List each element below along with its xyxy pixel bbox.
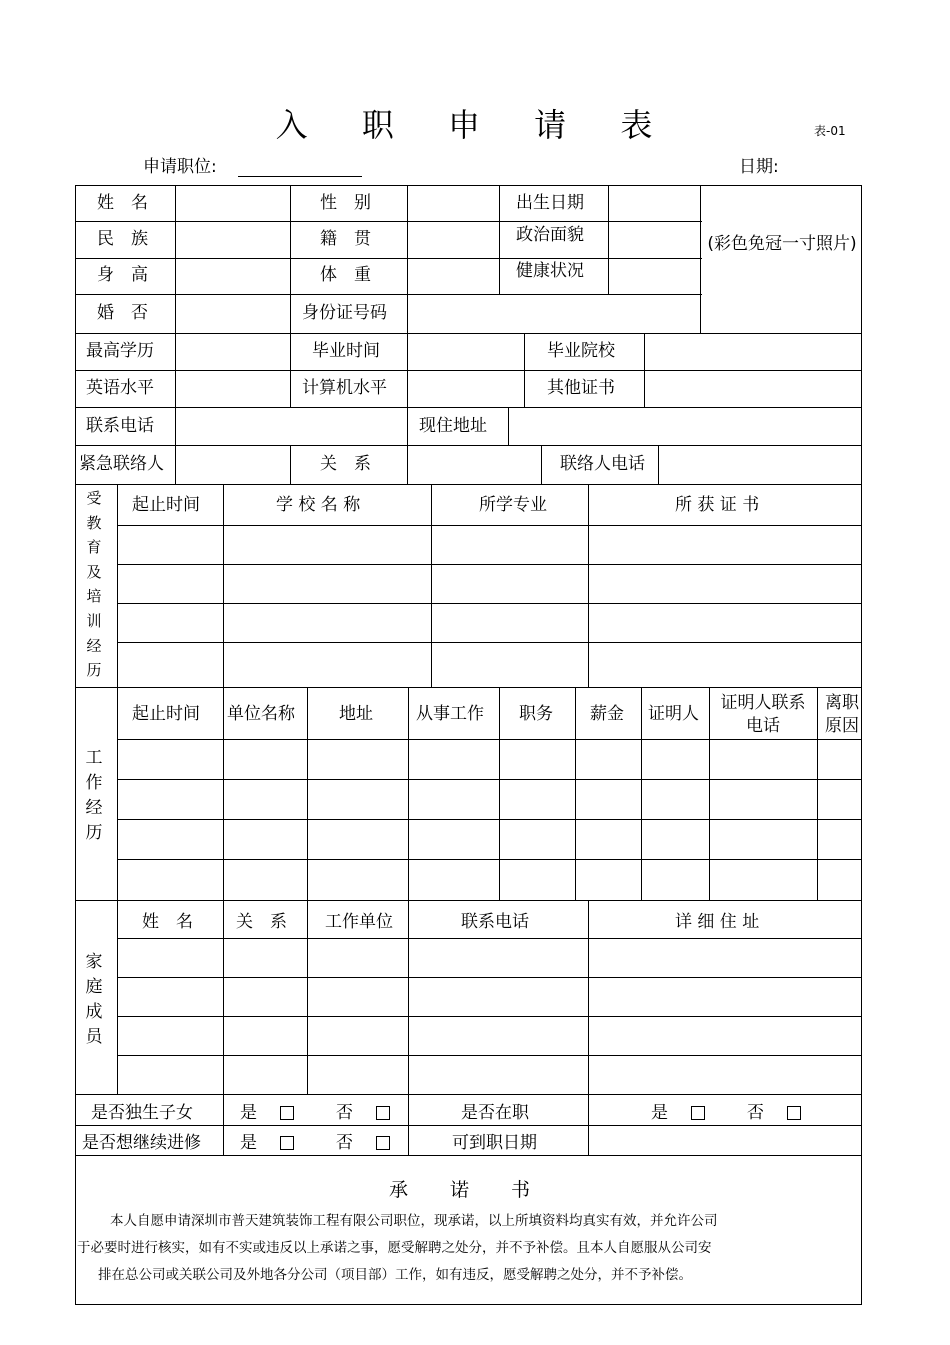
- graduation-time-label: 毕业时间: [312, 341, 380, 361]
- table-grid-line: [524, 333, 525, 407]
- address-label: 现住地址: [419, 416, 487, 436]
- other-certificate-label: 其他证书: [547, 378, 615, 398]
- table-grid-line: [75, 294, 702, 295]
- gender-label: 性 别: [320, 193, 371, 213]
- work-header-leave-reason: 离职原因: [825, 693, 859, 736]
- edu-header-school: 学 校 名 称: [276, 495, 361, 515]
- work-header-period: 起止时间: [132, 704, 200, 724]
- table-grid-line: [290, 333, 291, 407]
- relation-label: 关 系: [320, 454, 371, 474]
- employed-no-checkbox[interactable]: [787, 1106, 801, 1120]
- table-grid-line: [75, 333, 862, 334]
- work-header-reference-phone: 证明人联系电话: [720, 693, 806, 736]
- birth-date-label: 出生日期: [516, 193, 584, 213]
- work-header-address: 地址: [339, 704, 373, 724]
- work-header-job: 从事工作: [416, 704, 484, 724]
- table-grid-line: [499, 185, 500, 294]
- edu-header-major: 所学专业: [479, 495, 547, 515]
- table-grid-line: [175, 185, 176, 484]
- computer-level-label: 计算机水平: [302, 378, 387, 398]
- position-input-line[interactable]: [238, 176, 362, 177]
- table-grid-line: [431, 484, 432, 687]
- table-grid-line: [117, 859, 862, 860]
- table-grid-line: [117, 1016, 862, 1017]
- continue-study-label: 是否想继续进修: [82, 1133, 201, 1153]
- education-section-label: 受教育及培训经历: [86, 489, 102, 680]
- work-header-salary: 薪金: [590, 704, 624, 724]
- pledge-line-1: 本人自愿申请深圳市普天建筑装饰工程有限公司职位，现承诺，以上所填资料均真实有效，并允许公司: [110, 1213, 718, 1229]
- emergency-contact-label: 紧急联络人: [79, 454, 164, 474]
- political-status-label: 政治面貌: [516, 225, 584, 245]
- table-grid-line: [641, 687, 642, 900]
- table-grid-line: [408, 900, 409, 1094]
- table-grid-line: [588, 484, 589, 687]
- family-section-label: 家庭成员: [85, 952, 103, 1047]
- continue-study-yes-checkbox[interactable]: [280, 1136, 294, 1150]
- height-label: 身 高: [97, 265, 148, 285]
- edu-header-certificate: 所 获 证 书: [675, 495, 760, 515]
- start-date-label: 可到职日期: [452, 1133, 537, 1153]
- table-grid-line: [499, 687, 500, 900]
- table-grid-line: [75, 445, 862, 446]
- health-label: 健康状况: [516, 261, 584, 281]
- table-grid-line: [541, 445, 542, 484]
- table-grid-line: [608, 185, 609, 294]
- table-grid-line: [408, 1094, 409, 1155]
- table-grid-line: [75, 900, 862, 901]
- work-header-title: 职务: [519, 704, 553, 724]
- employed-no-label: 否: [747, 1103, 764, 1123]
- date-label: 日期:: [739, 157, 779, 177]
- table-grid-line: [407, 185, 408, 333]
- table-grid-line: [407, 333, 408, 407]
- table-grid-line: [408, 687, 409, 900]
- only-child-no-label: 否: [336, 1103, 353, 1123]
- phone-label: 联系电话: [86, 416, 154, 436]
- table-grid-line: [644, 333, 645, 407]
- table-grid-line: [817, 687, 818, 900]
- table-grid-line: [75, 1125, 862, 1126]
- id-number-label: 身份证号码: [302, 303, 387, 323]
- table-grid-line: [407, 445, 408, 484]
- pledge-line-3: 排在总公司或关联公司及外地各分公司（项目部）工作，如有违反，愿受解聘之处分，并不予补偿。: [98, 1267, 692, 1283]
- english-level-label: 英语水平: [86, 378, 154, 398]
- photo-placeholder: (彩色免冠一寸照片): [707, 234, 857, 254]
- table-grid-line: [117, 819, 862, 820]
- table-grid-line: [658, 445, 659, 484]
- employed-yes-label: 是: [651, 1103, 668, 1123]
- table-grid-line: [290, 185, 291, 333]
- table-grid-line: [307, 687, 308, 900]
- table-grid-line: [223, 1094, 224, 1155]
- position-label: 申请职位:: [143, 157, 217, 177]
- table-grid-line: [75, 484, 862, 485]
- table-grid-line: [117, 779, 862, 780]
- table-grid-line: [117, 1055, 862, 1056]
- weight-label: 体 重: [320, 265, 371, 285]
- table-grid-line: [223, 900, 224, 1094]
- table-grid-line: [223, 484, 224, 687]
- table-grid-line: [407, 407, 408, 445]
- table-grid-line: [508, 407, 509, 445]
- form-title: 入 职 申 请 表: [275, 106, 675, 144]
- edu-header-period: 起止时间: [132, 495, 200, 515]
- family-header-phone: 联系电话: [461, 912, 529, 932]
- work-header-reference: 证明人: [648, 704, 699, 724]
- only-child-label: 是否独生子女: [91, 1103, 193, 1123]
- table-grid-line: [117, 642, 862, 643]
- form-code: 表-01: [814, 124, 846, 138]
- continue-study-no-checkbox[interactable]: [376, 1136, 390, 1150]
- table-grid-line: [117, 977, 862, 978]
- table-grid-line: [75, 1094, 862, 1095]
- only-child-yes-label: 是: [240, 1103, 257, 1123]
- education-level-label: 最高学历: [86, 341, 154, 361]
- only-child-no-checkbox[interactable]: [376, 1106, 390, 1120]
- employed-yes-checkbox[interactable]: [691, 1106, 705, 1120]
- continue-study-no-label: 否: [336, 1133, 353, 1153]
- table-grid-line: [709, 687, 710, 900]
- table-grid-line: [117, 938, 862, 939]
- graduation-school-label: 毕业院校: [547, 341, 615, 361]
- table-grid-line: [588, 900, 589, 1094]
- continue-study-yes-label: 是: [240, 1133, 257, 1153]
- table-grid-line: [117, 739, 862, 740]
- only-child-yes-checkbox[interactable]: [280, 1106, 294, 1120]
- family-header-name: 姓 名: [142, 912, 193, 932]
- table-grid-line: [223, 687, 224, 900]
- table-grid-line: [75, 687, 862, 688]
- table-grid-line: [75, 407, 862, 408]
- employed-label: 是否在职: [461, 1103, 529, 1123]
- table-grid-line: [588, 1094, 589, 1155]
- table-grid-line: [700, 185, 701, 333]
- native-place-label: 籍 贯: [320, 229, 371, 249]
- table-grid-line: [117, 525, 862, 526]
- family-header-relation: 关 系: [236, 912, 287, 932]
- ethnicity-label: 民 族: [97, 229, 148, 249]
- table-grid-line: [117, 564, 862, 565]
- table-grid-line: [75, 1155, 862, 1156]
- family-header-workplace: 工作单位: [325, 912, 393, 932]
- table-grid-line: [75, 370, 862, 371]
- work-header-company: 单位名称: [227, 704, 295, 724]
- table-grid-line: [117, 603, 862, 604]
- family-header-address: 详 细 住 址: [675, 912, 760, 932]
- marital-label: 婚 否: [97, 303, 148, 323]
- table-grid-line: [575, 687, 576, 900]
- contact-phone-label: 联络人电话: [560, 454, 645, 474]
- table-grid-line: [117, 484, 118, 1094]
- name-label: 姓 名: [97, 193, 148, 213]
- pledge-title: 承 诺 书: [388, 1179, 549, 1201]
- pledge-line-2: 于必要时进行核实，如有不实或违反以上承诺之事，愿受解聘之处分，并不予补偿。且本人自愿服从公司安: [77, 1240, 712, 1256]
- table-grid-line: [307, 900, 308, 1094]
- table-grid-line: [290, 445, 291, 484]
- work-section-label: 工作经历: [85, 748, 103, 843]
